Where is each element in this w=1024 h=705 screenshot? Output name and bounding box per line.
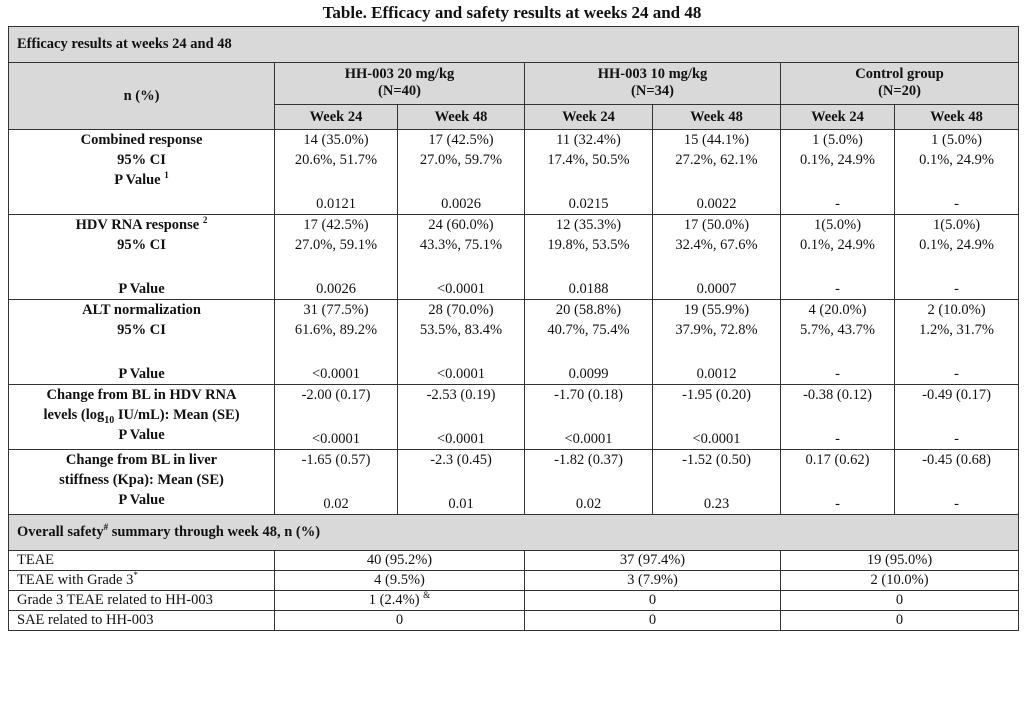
safety-value: 0 [781,611,1019,631]
row-label: Change from BL in liver stiffness (Kpa): Mean (SE) P Value [9,450,275,515]
group-header: Control group (N=20) [781,63,1019,105]
table-cell: -1.52 (0.50) 0.23 [653,450,781,515]
table-cell: 1(5.0%) 0.1%, 24.9% - [895,215,1019,300]
safety-label: TEAE with Grade 3* [9,571,275,591]
row-label: ALT normalization 95% CI P Value [9,300,275,385]
safety-value: 0 [525,611,781,631]
table-cell: 1 (5.0%) 0.1%, 24.9% - [781,130,895,215]
table-cell: 1 (5.0%) 0.1%, 24.9% - [895,130,1019,215]
group-header: HH-003 20 mg/kg (N=40) [275,63,525,105]
safety-value: 2 (10.0%) [781,571,1019,591]
safety-row [9,551,1019,571]
table-cell: -1.95 (0.20) <0.0001 [653,385,781,450]
safety-label: TEAE [9,551,275,571]
efficacy-section-header: Efficacy results at weeks 24 and 48 [9,27,1019,63]
efficacy-safety-table [8,26,1019,631]
table-title: Table. Efficacy and safety results at weeks 24 and 48 [322,3,702,22]
table-cell: -0.38 (0.12) - [781,385,895,450]
group-header: HH-003 10 mg/kg (N=34) [525,63,781,105]
row-label: HDV RNA response $^2$ 95% CI P Value [9,215,275,300]
table-cell: 17 (42.5%) 27.0%, 59.1% 0.0026 [275,215,398,300]
table-row [9,215,1019,300]
table-cell: -0.49 (0.17) - [895,385,1019,450]
safety-label: Grade 3 TEAE related to HH-003 [9,591,275,611]
table-cell: 12 (35.3%) 19.8%, 53.5% 0.0188 [525,215,653,300]
row-label: Change from BL in HDV RNA levels ($\log_{10}$ IU/mL): Mean (SE) P Value [9,385,275,450]
table-cell: 19 (55.9%) 37.9%, 72.8% 0.0012 [653,300,781,385]
table-cell: 15 (44.1%) 27.2%, 62.1% 0.0022 [653,130,781,215]
table-cell: 2 (10.0%) 1.2%, 31.7% - [895,300,1019,385]
week-header: Week 48 [398,105,525,130]
table-cell: -2.00 (0.17) <0.0001 [275,385,398,450]
safety-label: SAE related to HH-003 [9,611,275,631]
safety-value: 1 (2.4%) & [275,591,525,611]
n-percent-header: n (%) [9,63,275,130]
table-cell: 17 (50.0%) 32.4%, 67.6% 0.0007 [653,215,781,300]
safety-row [9,571,1019,591]
safety-value: 37 (97.4%) [525,551,781,571]
safety-section-header: Overall safety# summary through week 48, n (%) [9,515,1019,551]
table-row [9,450,1019,515]
table-cell: -1.82 (0.37) 0.02 [525,450,653,515]
safety-value: 3 (7.9%) [525,571,781,591]
table-cell: 11 (32.4%) 17.4%, 50.5% 0.0215 [525,130,653,215]
safety-value: 0 [275,611,525,631]
table-cell: 24 (60.0%) 43.3%, 75.1% <0.0001 [398,215,525,300]
table-cell: 17 (42.5%) 27.0%, 59.7% 0.0026 [398,130,525,215]
table-row [9,300,1019,385]
table-cell: 0.17 (0.62) - [781,450,895,515]
row-label: Combined response 95% CI P Value $^1$ [9,130,275,215]
week-header: Week 24 [275,105,398,130]
safety-value: 0 [781,591,1019,611]
table-cell: -1.65 (0.57) 0.02 [275,450,398,515]
safety-value: 19 (95.0%) [781,551,1019,571]
table-cell: 31 (77.5%) 61.6%, 89.2% <0.0001 [275,300,398,385]
table-cell: 4 (20.0%) 5.7%, 43.7% - [781,300,895,385]
table-cell: 14 (35.0%) 20.6%, 51.7% 0.0121 [275,130,398,215]
safety-value: 40 (95.2%) [275,551,525,571]
table-cell: -2.53 (0.19) <0.0001 [398,385,525,450]
table-cell: -1.70 (0.18) <0.0001 [525,385,653,450]
table-row [9,130,1019,215]
table-cell: 1(5.0%) 0.1%, 24.9% - [781,215,895,300]
safety-row [9,591,1019,611]
table-cell: 20 (58.8%) 40.7%, 75.4% 0.0099 [525,300,653,385]
table-cell: -0.45 (0.68) - [895,450,1019,515]
week-header: Week 48 [895,105,1019,130]
week-header: Week 24 [781,105,895,130]
week-header: Week 48 [653,105,781,130]
table-cell: -2.3 (0.45) 0.01 [398,450,525,515]
table-cell: 28 (70.0%) 53.5%, 83.4% <0.0001 [398,300,525,385]
safety-value: 0 [525,591,781,611]
safety-row [9,611,1019,631]
week-header: Week 24 [525,105,653,130]
safety-value: 4 (9.5%) [275,571,525,591]
table-row [9,385,1019,450]
